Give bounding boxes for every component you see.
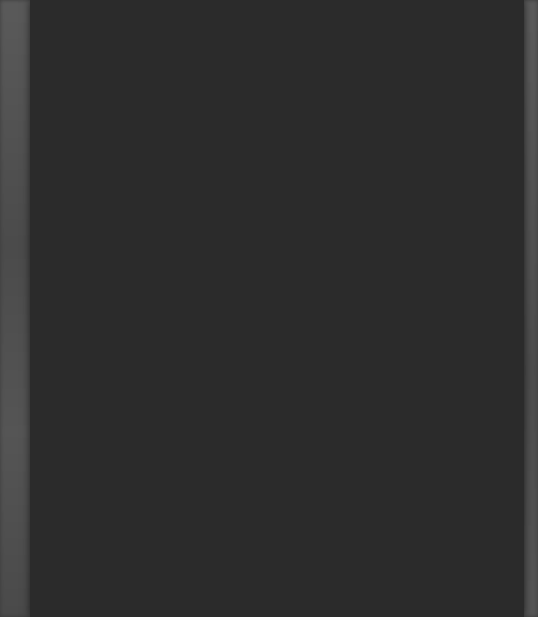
blurred-background-right (522, 0, 538, 617)
message-card (30, 0, 524, 617)
message-body (38, 6, 516, 606)
